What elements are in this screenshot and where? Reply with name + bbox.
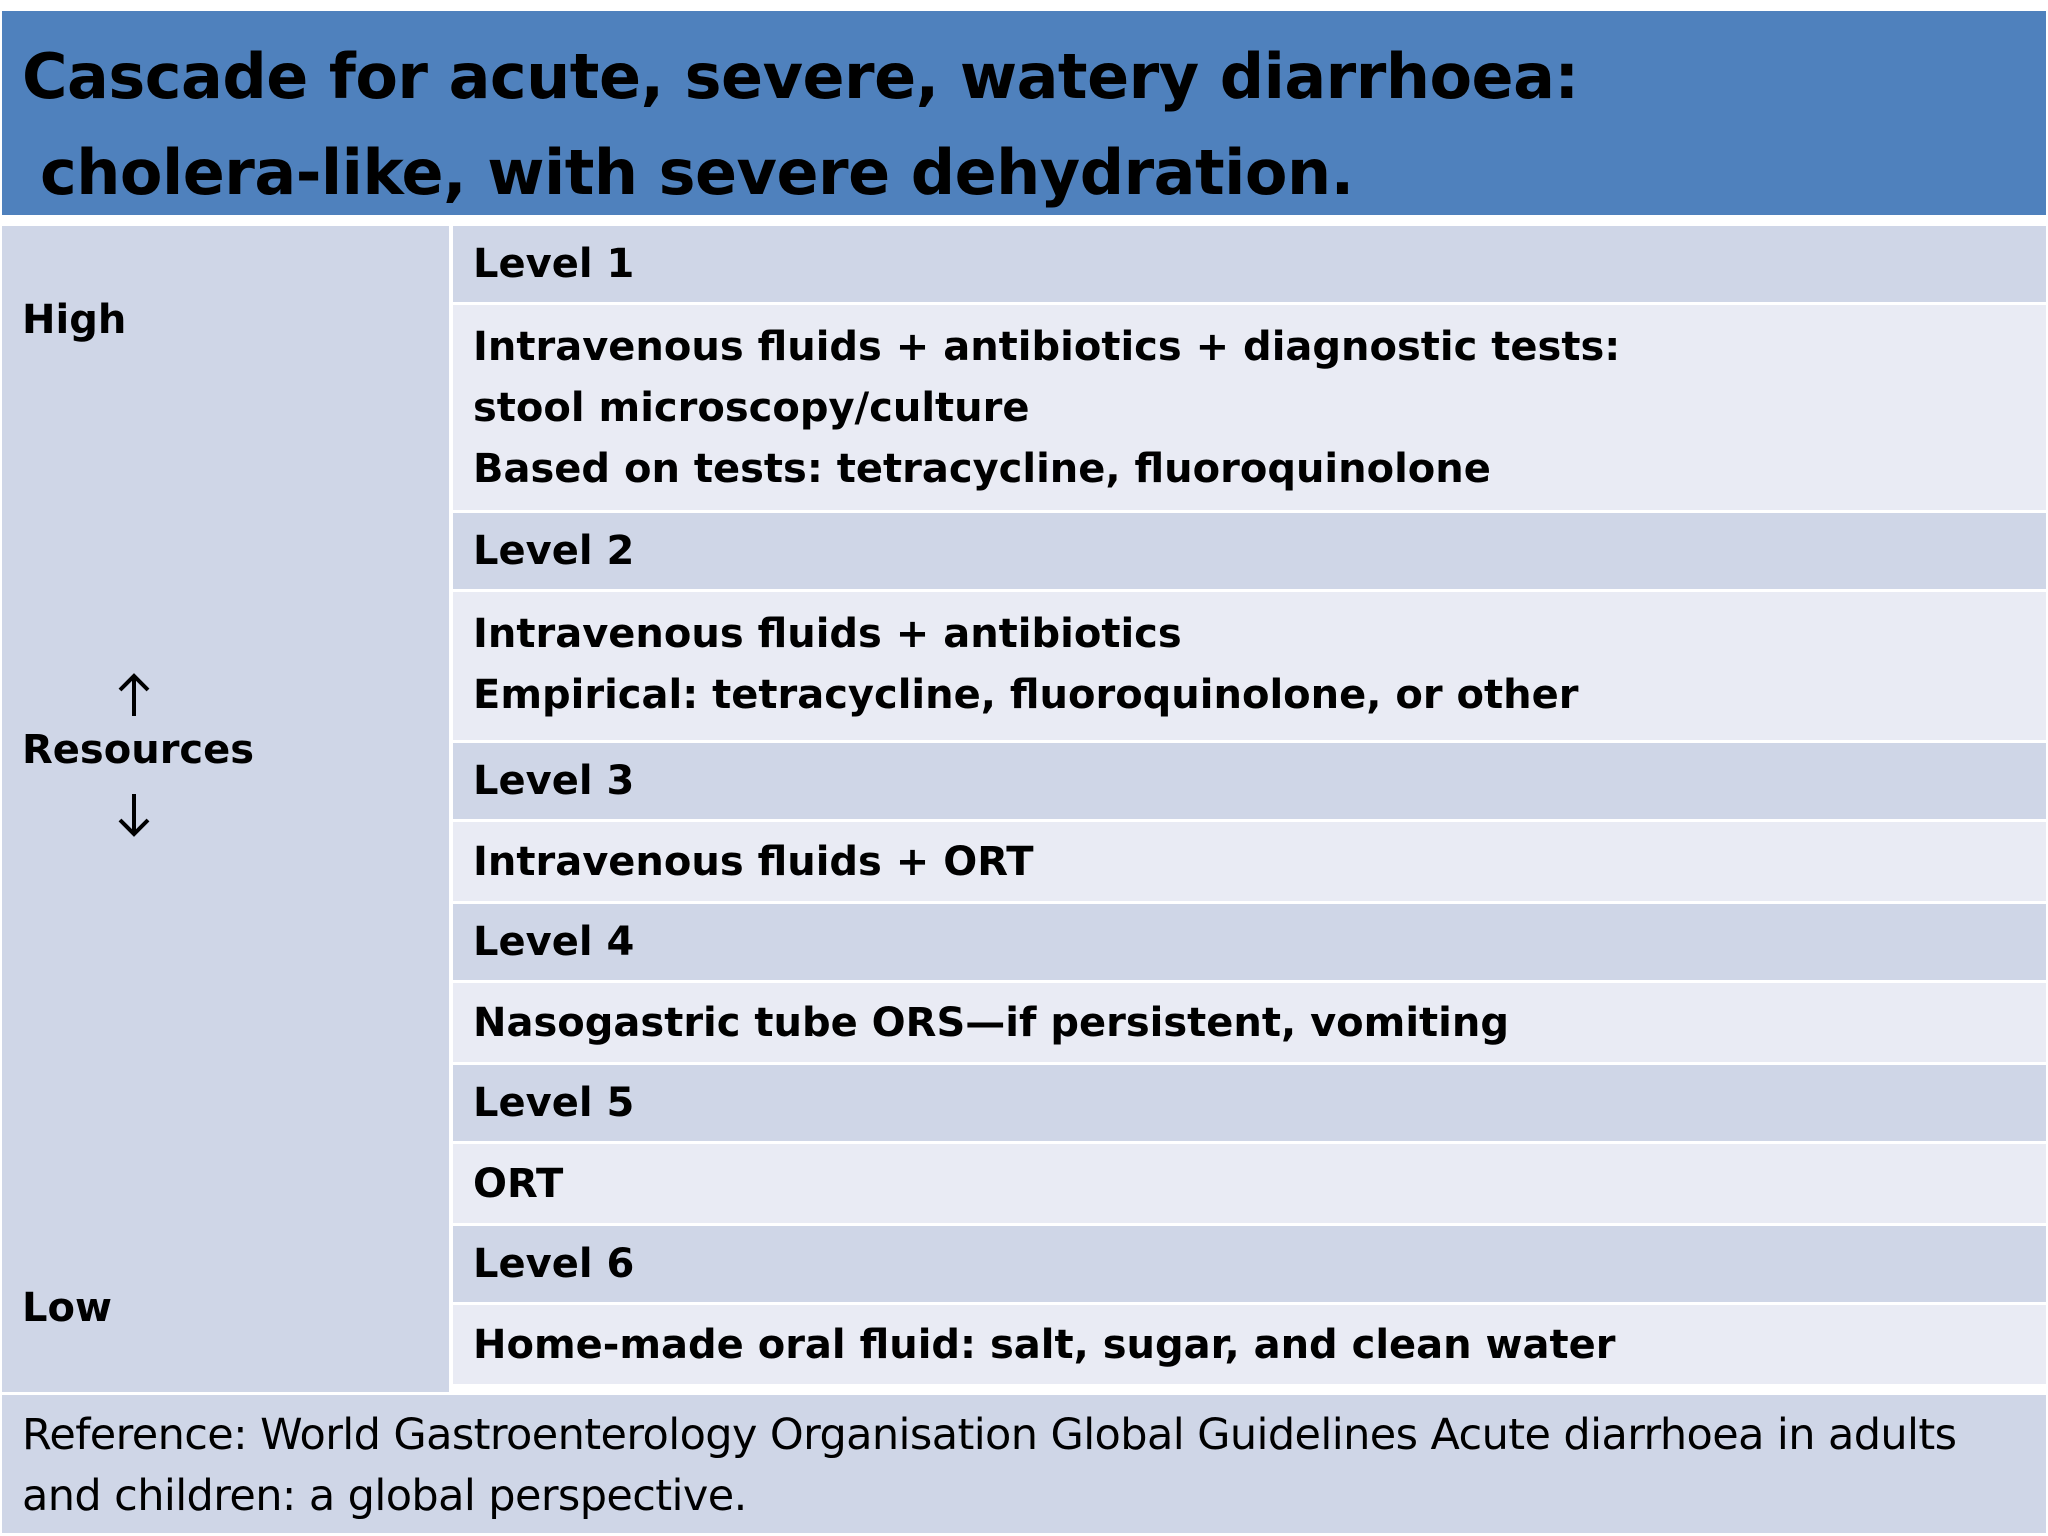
level-label: Level 6 (473, 1241, 635, 1287)
level-label: Level 4 (473, 919, 635, 965)
level-text-line: Nasogastric tube ORS—if persistent, vomiting (473, 1000, 1509, 1046)
level-text-line: Home-made oral fluid: salt, sugar, and clean water (473, 1322, 1616, 1368)
resources-high-label: High (22, 297, 127, 343)
level-3-header (453, 743, 2046, 822)
reference-line-1: Reference: World Gastroenterology Organisation Global Guidelines Acute diarrhoea in adults (22, 1410, 1957, 1460)
level-1-body (453, 305, 2046, 513)
level-6-header (453, 1226, 2046, 1305)
level-text-line: ORT (473, 1161, 564, 1207)
title-line-1: Cascade for acute, severe, watery diarrhoea: (22, 40, 1579, 113)
level-text-line: Based on tests: tetracycline, fluoroquinolone (473, 446, 1491, 492)
reference-line-2: and children: a global perspective. (22, 1471, 747, 1521)
level-text-line: Intravenous fluids + ORT (473, 839, 1034, 885)
arrow-down-icon (114, 792, 154, 838)
cascade-table (453, 226, 2046, 1387)
level-1-header (453, 226, 2046, 305)
slide-title (2, 11, 2046, 215)
level-5-body (453, 1144, 2046, 1226)
level-2-body (453, 592, 2046, 743)
level-text-line: Intravenous fluids + antibiotics + diagnostic tests: (473, 324, 1621, 370)
level-label: Level 3 (473, 758, 635, 804)
level-text-line: Empirical: tetracycline, fluoroquinolone, or other (473, 672, 1579, 718)
reference-footer (2, 1395, 2046, 1533)
level-label: Level 1 (473, 241, 635, 287)
level-2-header (453, 513, 2046, 592)
level-3-body (453, 822, 2046, 904)
level-5-header (453, 1065, 2046, 1144)
title-line-2: cholera-like, with severe dehydration. (40, 136, 1354, 209)
level-text-line: stool microscopy/culture (473, 385, 1030, 431)
resources-label: Resources (22, 727, 255, 773)
level-text-line: Intravenous fluids + antibiotics (473, 611, 1182, 657)
resources-low-label: Low (22, 1285, 112, 1331)
level-label: Level 5 (473, 1080, 635, 1126)
level-6-body (453, 1305, 2046, 1387)
resources-column (2, 226, 449, 1392)
level-label: Level 2 (473, 528, 635, 574)
level-4-body (453, 983, 2046, 1065)
arrow-up-icon (114, 672, 154, 718)
level-4-header (453, 904, 2046, 983)
